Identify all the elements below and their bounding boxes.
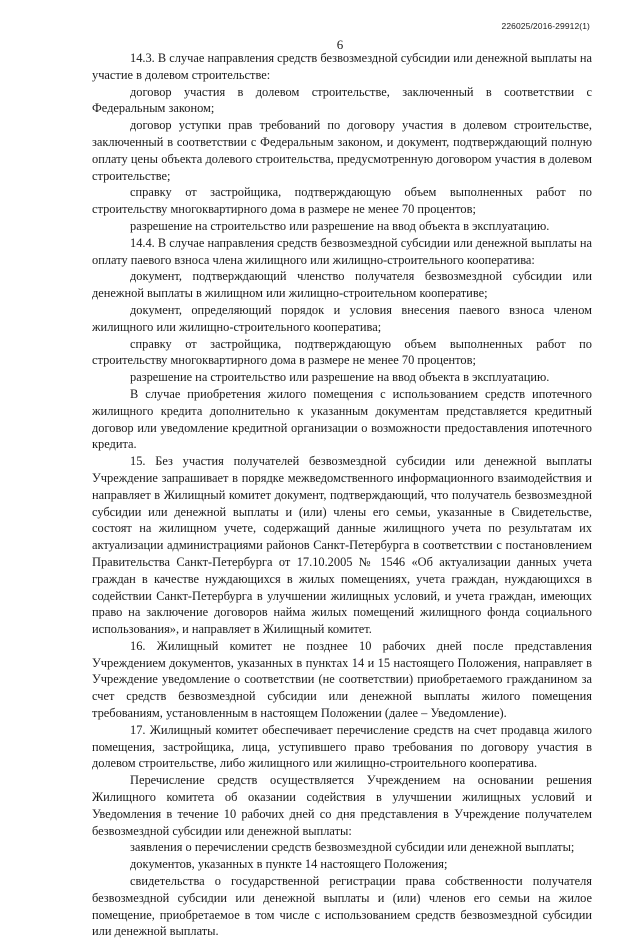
paragraph: 16. Жилищный комитет не позднее 10 рабочих дней после представления Учреждением документов, указанных в пунктах 14 и 15 настоящего Положения, направляет в Учреждение уведомление о соответствии (не соответствии) приобретаемого гражданином за счет средств безвозмездной субсидии или денежной выплаты жилого помещения требованиям, установленным в настоящем Положении (далее – Уведомление).: [92, 638, 592, 721]
paragraph: 17. Жилищный комитет обеспечивает перечисление средств на счет продавца жилого помещения, застройщика, лица, уступившего право требования по договору участия в долевом строительстве, либо жилищного или жилищно-строительного кооператива.: [92, 722, 592, 771]
paragraph: документов, указанных в пункте 14 настоящего Положения;: [130, 857, 448, 872]
paragraph: документ, подтверждающий членство получателя безвозмездной субсидии или денежной выплаты в жилищном или жилищно-строительном кооперативе;: [92, 269, 592, 301]
paragraph: разрешение на строительство или разрешение на ввод объекта в эксплуатацию.: [130, 218, 550, 233]
document-body: [92, 50, 592, 940]
paragraph: 15. Без участия получателей безвозмездной субсидии или денежной выплаты Учреждение запрашивает в порядке межведомственного информационного взаимодействия и направляет в Жилищный комитет документ, подтверждающий, что получатель безвозмездной субсидии или денежной выплаты и (или) члены его семьи, указанные в Свидетельстве, состоят на жилищном учете, содержащий данные жилищного учета по результатам их актуализации администрациями районов Санкт-Петербурга в соответствии с постановлением Правительства Санкт-Петербурга от 17.10.2005 № 1546 «Об актуализации данных учета граждан в качестве нуждающихся в жилых помещениях, учета граждан, нуждающихся в содействии Санкт-Петербурга в улучшении жилищных условий, и учета граждан, имеющих право на заключение договоров найма жилых помещений жилищного фонда социального использования», и направляет в Жилищный комитет.: [92, 454, 592, 637]
paragraph: заявления о перечислении средств безвозмездной субсидии или денежной выплаты;: [130, 840, 575, 855]
paragraph: свидетельства о государственной регистрации права собственности получателя безвозмездной субсидии или денежной выплаты и (или) членов его семьи на жилое помещение, приобретаемое в том числе с использованием средств безвозмездной субсидии или денежной выплаты.: [92, 874, 592, 939]
page-number: 6: [336, 37, 344, 52]
paragraph: 14.3. В случае направления средств безвозмездной субсидии или денежной выплаты на участие в долевом строительстве:: [92, 51, 592, 82]
paragraph: Перечисление средств осуществляется Учреждением на основании решения Жилищного комитета об оказании содействия в улучшении жилищных условий и Уведомления в течение 10 рабочих дней со дня представления в Учреждение получателем безвозмездной субсидии или денежной выплаты:: [92, 773, 592, 838]
paragraph: документ, определяющий порядок и условия внесения паевого взноса членом жилищного или жилищно-строительного кооператива;: [92, 302, 592, 334]
paragraph: 14.4. В случае направления средств безвозмездной субсидии или денежной выплаты на оплату паевого взноса члена жилищного или жилищно-строительного кооператива:: [92, 235, 592, 267]
paragraph: договор уступки прав требований по договору участия в долевом строительстве, заключенный в соответствии с Федеральным законом, и документ, подтверждающий полную оплату цены объекта долевого строительства, предусмотренную договором участия в долевом строительстве;: [92, 118, 592, 183]
paragraph: справку от застройщика, подтверждающую объем выполненных работ по строительству многоквартирного дома в размере не менее 70 процентов;: [92, 336, 592, 368]
paragraph: В случае приобретения жилого помещения с использованием средств ипотечного жилищного кредита дополнительно к указанным документам представляется кредитный договор или уведомление кредитной организации о возможности предоставления ипотечного кредита.: [92, 386, 592, 452]
paragraph: справку от застройщика, подтверждающую объем выполненных работ по строительству многоквартирного дома в размере не менее 70 процентов;: [92, 185, 592, 217]
document-id: 226025/2016-29912(1): [501, 21, 590, 31]
paragraph: разрешение на строительство или разрешение на ввод объекта в эксплуатацию.: [130, 370, 550, 385]
paragraph: договор участия в долевом строительстве, заключенный в соответствии с Федеральным законом;: [92, 84, 592, 116]
